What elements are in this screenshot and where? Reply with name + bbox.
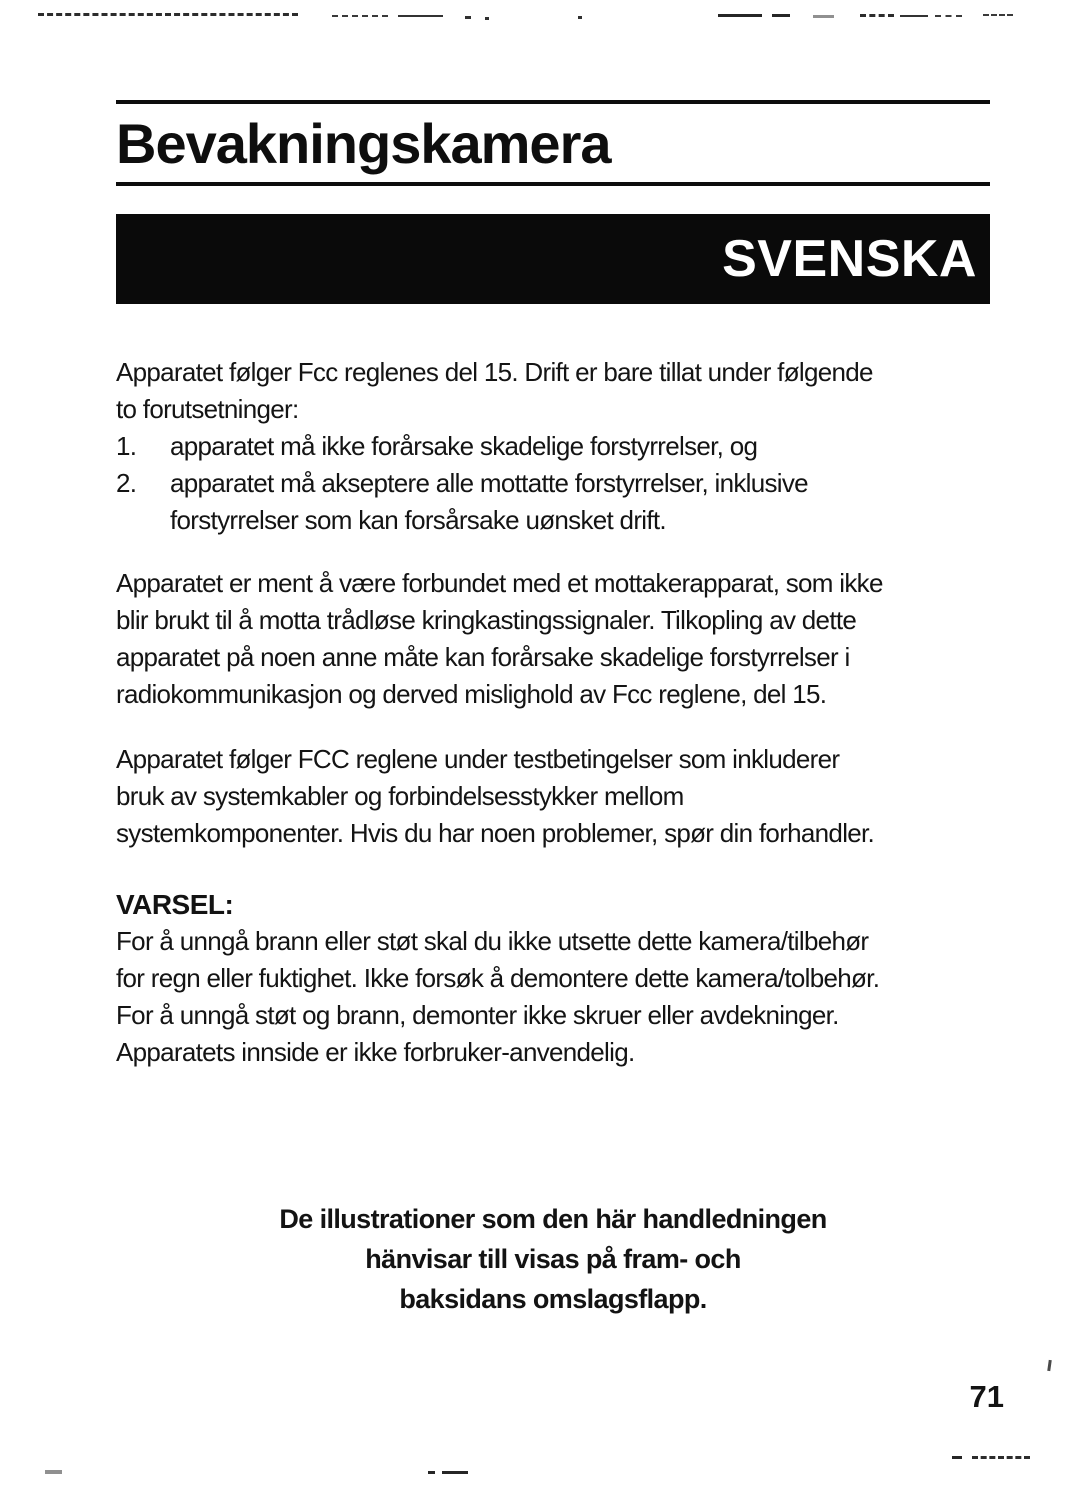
text-line: radiokommunikasjon og derved mislighold av Fcc reglene, del 15.: [116, 679, 827, 709]
scan-artifact: [1047, 1360, 1052, 1371]
text-line: systemkomponenter. Hvis du har noen problemer, spør din forhandler.: [116, 818, 875, 848]
scan-artifact: [813, 15, 834, 18]
paragraph-receiver: [116, 565, 990, 713]
text-line: apparatet må akseptere alle mottatte forstyrrelser, inklusive: [170, 468, 808, 498]
scan-artifact: [935, 15, 962, 17]
text-line: bruk av systemkabler og forbindelsesstykker mellom: [116, 781, 684, 811]
text-line: for regn eller fuktighet. Ikke forsøk å demontere dette kamera/tolbehør.: [116, 963, 880, 993]
scan-artifact: [900, 15, 928, 17]
text-line: hänvisar till visas på fram- och: [365, 1244, 741, 1274]
text-line: De illustrationer som den här handledningen: [279, 1204, 827, 1234]
scan-artifact: [428, 1471, 435, 1474]
list-item-1: [116, 428, 990, 465]
illustrations-note: [116, 1199, 990, 1319]
scan-artifact: [485, 17, 489, 20]
text-line: blir brukt til å motta trådløse kringkastingssignaler. Tilkopling av dette: [116, 605, 857, 635]
language-banner-label: SVENSKA: [722, 230, 977, 288]
text-line: Apparatet er ment å være forbundet med et mottakerapparat, som ikke: [116, 568, 883, 598]
text-line: Apparatets innside er ikke forbruker-anvendelig.: [116, 1037, 635, 1067]
language-banner: [116, 214, 990, 304]
title-bottom-rule: [116, 182, 990, 186]
scan-artifact: [578, 16, 582, 19]
text-line: Apparatet følger FCC reglene under testbetingelser som inkluderer: [116, 744, 840, 774]
scan-artifact: [860, 14, 894, 17]
scan-artifact: [718, 14, 762, 17]
list-item-2: [116, 465, 990, 539]
scan-artifact: [772, 14, 790, 17]
scan-artifact: [332, 15, 388, 17]
scan-artifact: [952, 1456, 962, 1459]
scan-artifact: [465, 16, 471, 19]
scan-artifact: [442, 1471, 468, 1474]
scan-artifact: [38, 13, 298, 16]
scan-artifact: [398, 15, 443, 17]
page-number: 71: [969, 1379, 1004, 1414]
scan-artifact: [972, 1456, 1030, 1459]
warning-heading: VARSEL:: [116, 889, 234, 920]
text-line: to forutsetninger:: [116, 394, 299, 424]
list-number: 2.: [116, 468, 137, 498]
text-line: For å unngå støt og brann, demonter ikke skruer eller avdekninger.: [116, 1000, 839, 1030]
text-line: apparatet må ikke forårsake skadelige forstyrrelser, og: [170, 431, 758, 461]
paragraph-fcc-intro: [116, 354, 990, 539]
warning-body: [116, 923, 990, 1071]
page-title: Bevakningskamera: [116, 111, 611, 175]
text-line: baksidans omslagsflapp.: [399, 1284, 707, 1314]
scan-artifact: [45, 1470, 62, 1474]
list-number: 1.: [116, 431, 137, 461]
text-line: forstyrrelser som kan forsårsake uønsket drift.: [170, 505, 666, 535]
scan-artifact: [983, 14, 1013, 16]
paragraph-fcc-test: [116, 741, 990, 852]
text-line: Apparatet følger Fcc reglenes del 15. Drift er bare tillat under følgende: [116, 357, 873, 387]
text-line: apparatet på noen anne måte kan forårsake skadelige forstyrrelser i: [116, 642, 850, 672]
text-line: For å unngå brann eller støt skal du ikke utsette dette kamera/tilbehør: [116, 926, 869, 956]
